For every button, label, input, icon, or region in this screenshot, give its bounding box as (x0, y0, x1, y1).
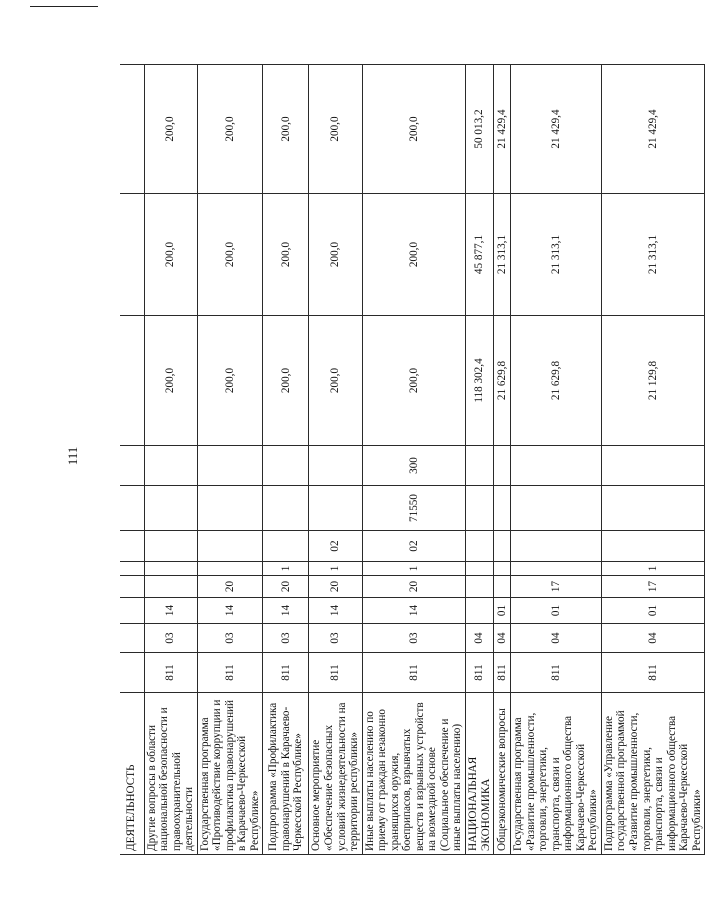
row-name-cell: Подпрограмма «Профилактика правонарушений в Карачаево-Черкесской Республике» (263, 693, 309, 855)
amount-year1-cell: 21 629,8 (511, 316, 602, 446)
row-name-cell: Государственная программа «Развитие промышленности, торговли, энергетики, транспорта, связи и информационного общества Карачаево-Черкесской Республики» (511, 693, 602, 855)
code-subprogram-cell: 1 (362, 562, 465, 576)
ved-cell (120, 653, 144, 693)
rz-cell (120, 624, 144, 653)
row-name-cell: Общеэкономические вопросы (494, 693, 511, 855)
table-row (494, 65, 511, 855)
code-subprogram-cell: 1 (309, 562, 362, 576)
budget-table (120, 64, 705, 855)
code-program-cell: 20 (362, 576, 465, 598)
code-program-cell (494, 576, 511, 598)
expense-type-cell (601, 446, 704, 486)
ved-cell: 811 (144, 653, 197, 693)
code-direction-cell (263, 486, 309, 531)
code-event-cell (601, 531, 704, 562)
expense-type-cell (465, 446, 493, 486)
rz-cell: 04 (465, 624, 493, 653)
code-program-cell (465, 576, 493, 598)
amount-year2-cell: 200,0 (309, 194, 362, 316)
code-event-cell (494, 531, 511, 562)
code-event-cell (465, 531, 493, 562)
amount-year1-cell: 200,0 (197, 316, 263, 446)
ved-cell: 811 (494, 653, 511, 693)
code-event-cell (144, 531, 197, 562)
code-direction-cell (465, 486, 493, 531)
row-name-cell: Государственная программа «Противодействие коррупции и профилактика правонарушений в Карачаево-Черкесской Республике» (197, 693, 263, 855)
code-event-cell (120, 531, 144, 562)
amount-year2-cell: 200,0 (362, 194, 465, 316)
amount-year2-cell (120, 194, 144, 316)
amount-year3-cell: 21 429,4 (511, 65, 602, 194)
amount-year2-cell: 21 313,1 (601, 194, 704, 316)
code-direction-cell (511, 486, 602, 531)
code-direction-cell: 71550 (362, 486, 465, 531)
ved-cell: 811 (263, 653, 309, 693)
row-name-cell: Подпрограмма «Управление государственной программой «Развитие промышленности, торговли, энергетики, транспорта, связи и информационного общества Карачаево-Черкесской Республики» (601, 693, 704, 855)
page-number: 111 (65, 446, 80, 466)
table-row (362, 65, 465, 855)
amount-year2-cell: 200,0 (197, 194, 263, 316)
code-direction-cell (144, 486, 197, 531)
expense-type-cell (197, 446, 263, 486)
pr-cell: 01 (494, 598, 511, 624)
code-subprogram-cell (494, 562, 511, 576)
rz-cell: 03 (197, 624, 263, 653)
table-row (197, 65, 263, 855)
row-name-cell: ДЕЯТЕЛЬНОСТЬ (120, 693, 144, 855)
code-program-cell (120, 576, 144, 598)
amount-year2-cell: 21 313,1 (494, 194, 511, 316)
rz-cell: 03 (362, 624, 465, 653)
rz-cell: 03 (309, 624, 362, 653)
code-direction-cell (309, 486, 362, 531)
rz-cell: 03 (263, 624, 309, 653)
row-name-cell: Другие вопросы в области национальной безопасности и правоохранительной деятельности (144, 693, 197, 855)
amount-year2-cell: 21 313,1 (511, 194, 602, 316)
amount-year2-cell: 45 877,1 (465, 194, 493, 316)
code-subprogram-cell (465, 562, 493, 576)
amount-year2-cell: 200,0 (144, 194, 197, 316)
pr-cell: 14 (362, 598, 465, 624)
code-subprogram-cell (197, 562, 263, 576)
amount-year3-cell: 200,0 (362, 65, 465, 194)
ved-cell: 811 (465, 653, 493, 693)
code-direction-cell (494, 486, 511, 531)
amount-year3-cell: 200,0 (197, 65, 263, 194)
amount-year3-cell: 200,0 (144, 65, 197, 194)
rz-cell: 03 (144, 624, 197, 653)
code-event-cell (511, 531, 602, 562)
expense-type-cell (511, 446, 602, 486)
rz-cell: 04 (511, 624, 602, 653)
code-program-cell: 20 (309, 576, 362, 598)
table-row (309, 65, 362, 855)
pr-cell (120, 598, 144, 624)
row-name-cell: Основное мероприятие «Обеспечение безопасных условий жизнедеятельности на территории республики» (309, 693, 362, 855)
code-subprogram-cell: 1 (263, 562, 309, 576)
top-edge-line (30, 6, 98, 7)
code-program-cell: 20 (263, 576, 309, 598)
rotated-table-container (120, 65, 703, 855)
table-row (511, 65, 602, 855)
code-event-cell: 02 (362, 531, 465, 562)
code-subprogram-cell (511, 562, 602, 576)
ved-cell: 811 (511, 653, 602, 693)
code-program-cell: 20 (197, 576, 263, 598)
amount-year3-cell: 21 429,4 (601, 65, 704, 194)
ved-cell: 811 (309, 653, 362, 693)
amount-year1-cell: 200,0 (144, 316, 197, 446)
rz-cell: 04 (494, 624, 511, 653)
expense-type-cell (263, 446, 309, 486)
amount-year3-cell: 21 429,4 (494, 65, 511, 194)
pr-cell: 14 (309, 598, 362, 624)
code-direction-cell (601, 486, 704, 531)
table-row (120, 65, 144, 855)
code-event-cell (263, 531, 309, 562)
code-event-cell: 02 (309, 531, 362, 562)
expense-type-cell (309, 446, 362, 486)
pr-cell: 14 (144, 598, 197, 624)
amount-year1-cell: 21 129,8 (601, 316, 704, 446)
expense-type-cell: 300 (362, 446, 465, 486)
amount-year1-cell: 200,0 (362, 316, 465, 446)
expense-type-cell (120, 446, 144, 486)
code-program-cell (144, 576, 197, 598)
code-direction-cell (197, 486, 263, 531)
amount-year1-cell (120, 316, 144, 446)
code-program-cell: 17 (511, 576, 602, 598)
amount-year2-cell: 200,0 (263, 194, 309, 316)
pr-cell: 01 (511, 598, 602, 624)
amount-year1-cell: 200,0 (263, 316, 309, 446)
ved-cell: 811 (601, 653, 704, 693)
row-name-cell: Иные выплаты населению по приему от граждан незаконно хранящихся оружия, боеприпасов, взрывчатых веществ и взрывных устройств на возмездной основе (Социальное обеспечение и иные выплаты населению) (362, 693, 465, 855)
row-name-cell: НАЦИОНАЛЬНАЯ ЭКОНОМИКА (465, 693, 493, 855)
pr-cell (465, 598, 493, 624)
expense-type-cell (494, 446, 511, 486)
pr-cell: 01 (601, 598, 704, 624)
table-row (601, 65, 704, 855)
ved-cell: 811 (197, 653, 263, 693)
code-program-cell: 17 (601, 576, 704, 598)
code-direction-cell (120, 486, 144, 531)
amount-year1-cell: 118 302,4 (465, 316, 493, 446)
amount-year1-cell: 21 629,8 (494, 316, 511, 446)
expense-type-cell (144, 446, 197, 486)
amount-year3-cell: 50 013,2 (465, 65, 493, 194)
table-row (263, 65, 309, 855)
code-event-cell (197, 531, 263, 562)
pr-cell: 14 (197, 598, 263, 624)
ved-cell: 811 (362, 653, 465, 693)
rz-cell: 04 (601, 624, 704, 653)
amount-year3-cell: 200,0 (309, 65, 362, 194)
amount-year1-cell: 200,0 (309, 316, 362, 446)
table-row (465, 65, 493, 855)
table-row (144, 65, 197, 855)
code-subprogram-cell (144, 562, 197, 576)
pr-cell: 14 (263, 598, 309, 624)
amount-year3-cell: 200,0 (263, 65, 309, 194)
amount-year3-cell (120, 65, 144, 194)
code-subprogram-cell: 1 (601, 562, 704, 576)
code-subprogram-cell (120, 562, 144, 576)
